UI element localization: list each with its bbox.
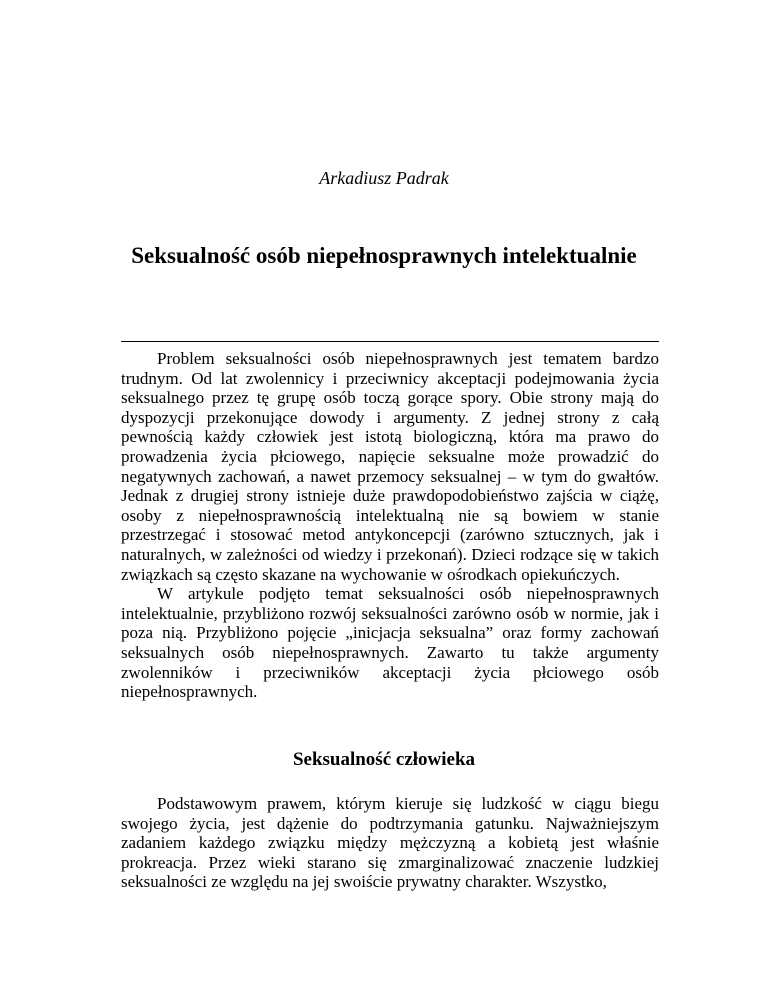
- section-body: [121, 794, 659, 892]
- abstract: [121, 349, 659, 702]
- abstract-paragraph: W artykule podjęto temat seksualności osób niepełnosprawnych intelektualnie, przybliżono rozwój seksualności zarówno osób w normie, jak i poza nią. Przybliżono pojęcie „inicjacja seksualna” oraz formy zachowań seksualnych osób niepełnosprawnych. Zawarto tu także argumenty zwolenników i przeciwników akceptacji życia płciowego osób niepełnosprawnych.: [121, 584, 659, 702]
- author-name: Arkadiusz Padrak: [319, 168, 449, 188]
- horizontal-rule: [121, 341, 659, 342]
- section-heading: Seksualność człowieka: [292, 749, 476, 770]
- abstract-paragraph: Problem seksualności osób niepełnosprawnych jest tematem bardzo trudnym. Od lat zwolennicy i przeciwnicy akceptacji podejmowania życia seksualnego przez tę grupę osób toczą gorące spory. Obie strony mają do dyspozycji przekonujące dowody i argumenty. Z jednej strony z całą pewnością każdy człowiek jest istotą biologiczną, która ma prawo do prowadzenia życia płciowego, napięcie seksualne może prowadzić do negatywnych zachowań, a nawet przemocy seksualnej – w tym do gwałtów. Jednak z drugiej strony istnieje duże prawdopodobieństwo zajścia w ciążę, osoby z niepełnosprawnością intelektualną nie są bowiem w stanie przestrzegać i stosować metod antykoncepcji (zarówno sztucznych, jak i naturalnych, w zależności od wiedzy i przekonań). Dzieci rodzące się w takich związkach są często skazane na wychowanie w ośrodkach opiekuńczych.: [121, 349, 659, 584]
- article-title: Seksualność osób niepełnosprawnych intelektualnie: [131, 243, 637, 268]
- body-paragraph: Podstawowym prawem, którym kieruje się ludzkość w ciągu biegu swojego życia, jest dążenie do podtrzymania gatunku. Najważniejszym zadaniem każdego związku między mężczyzną a kobietą jest właśnie prokreacja. Przez wieki starano się zmarginalizować znaczenie ludzkiej seksualności ze względu na jej swoiście prywatny charakter. Wszystko,: [121, 794, 659, 892]
